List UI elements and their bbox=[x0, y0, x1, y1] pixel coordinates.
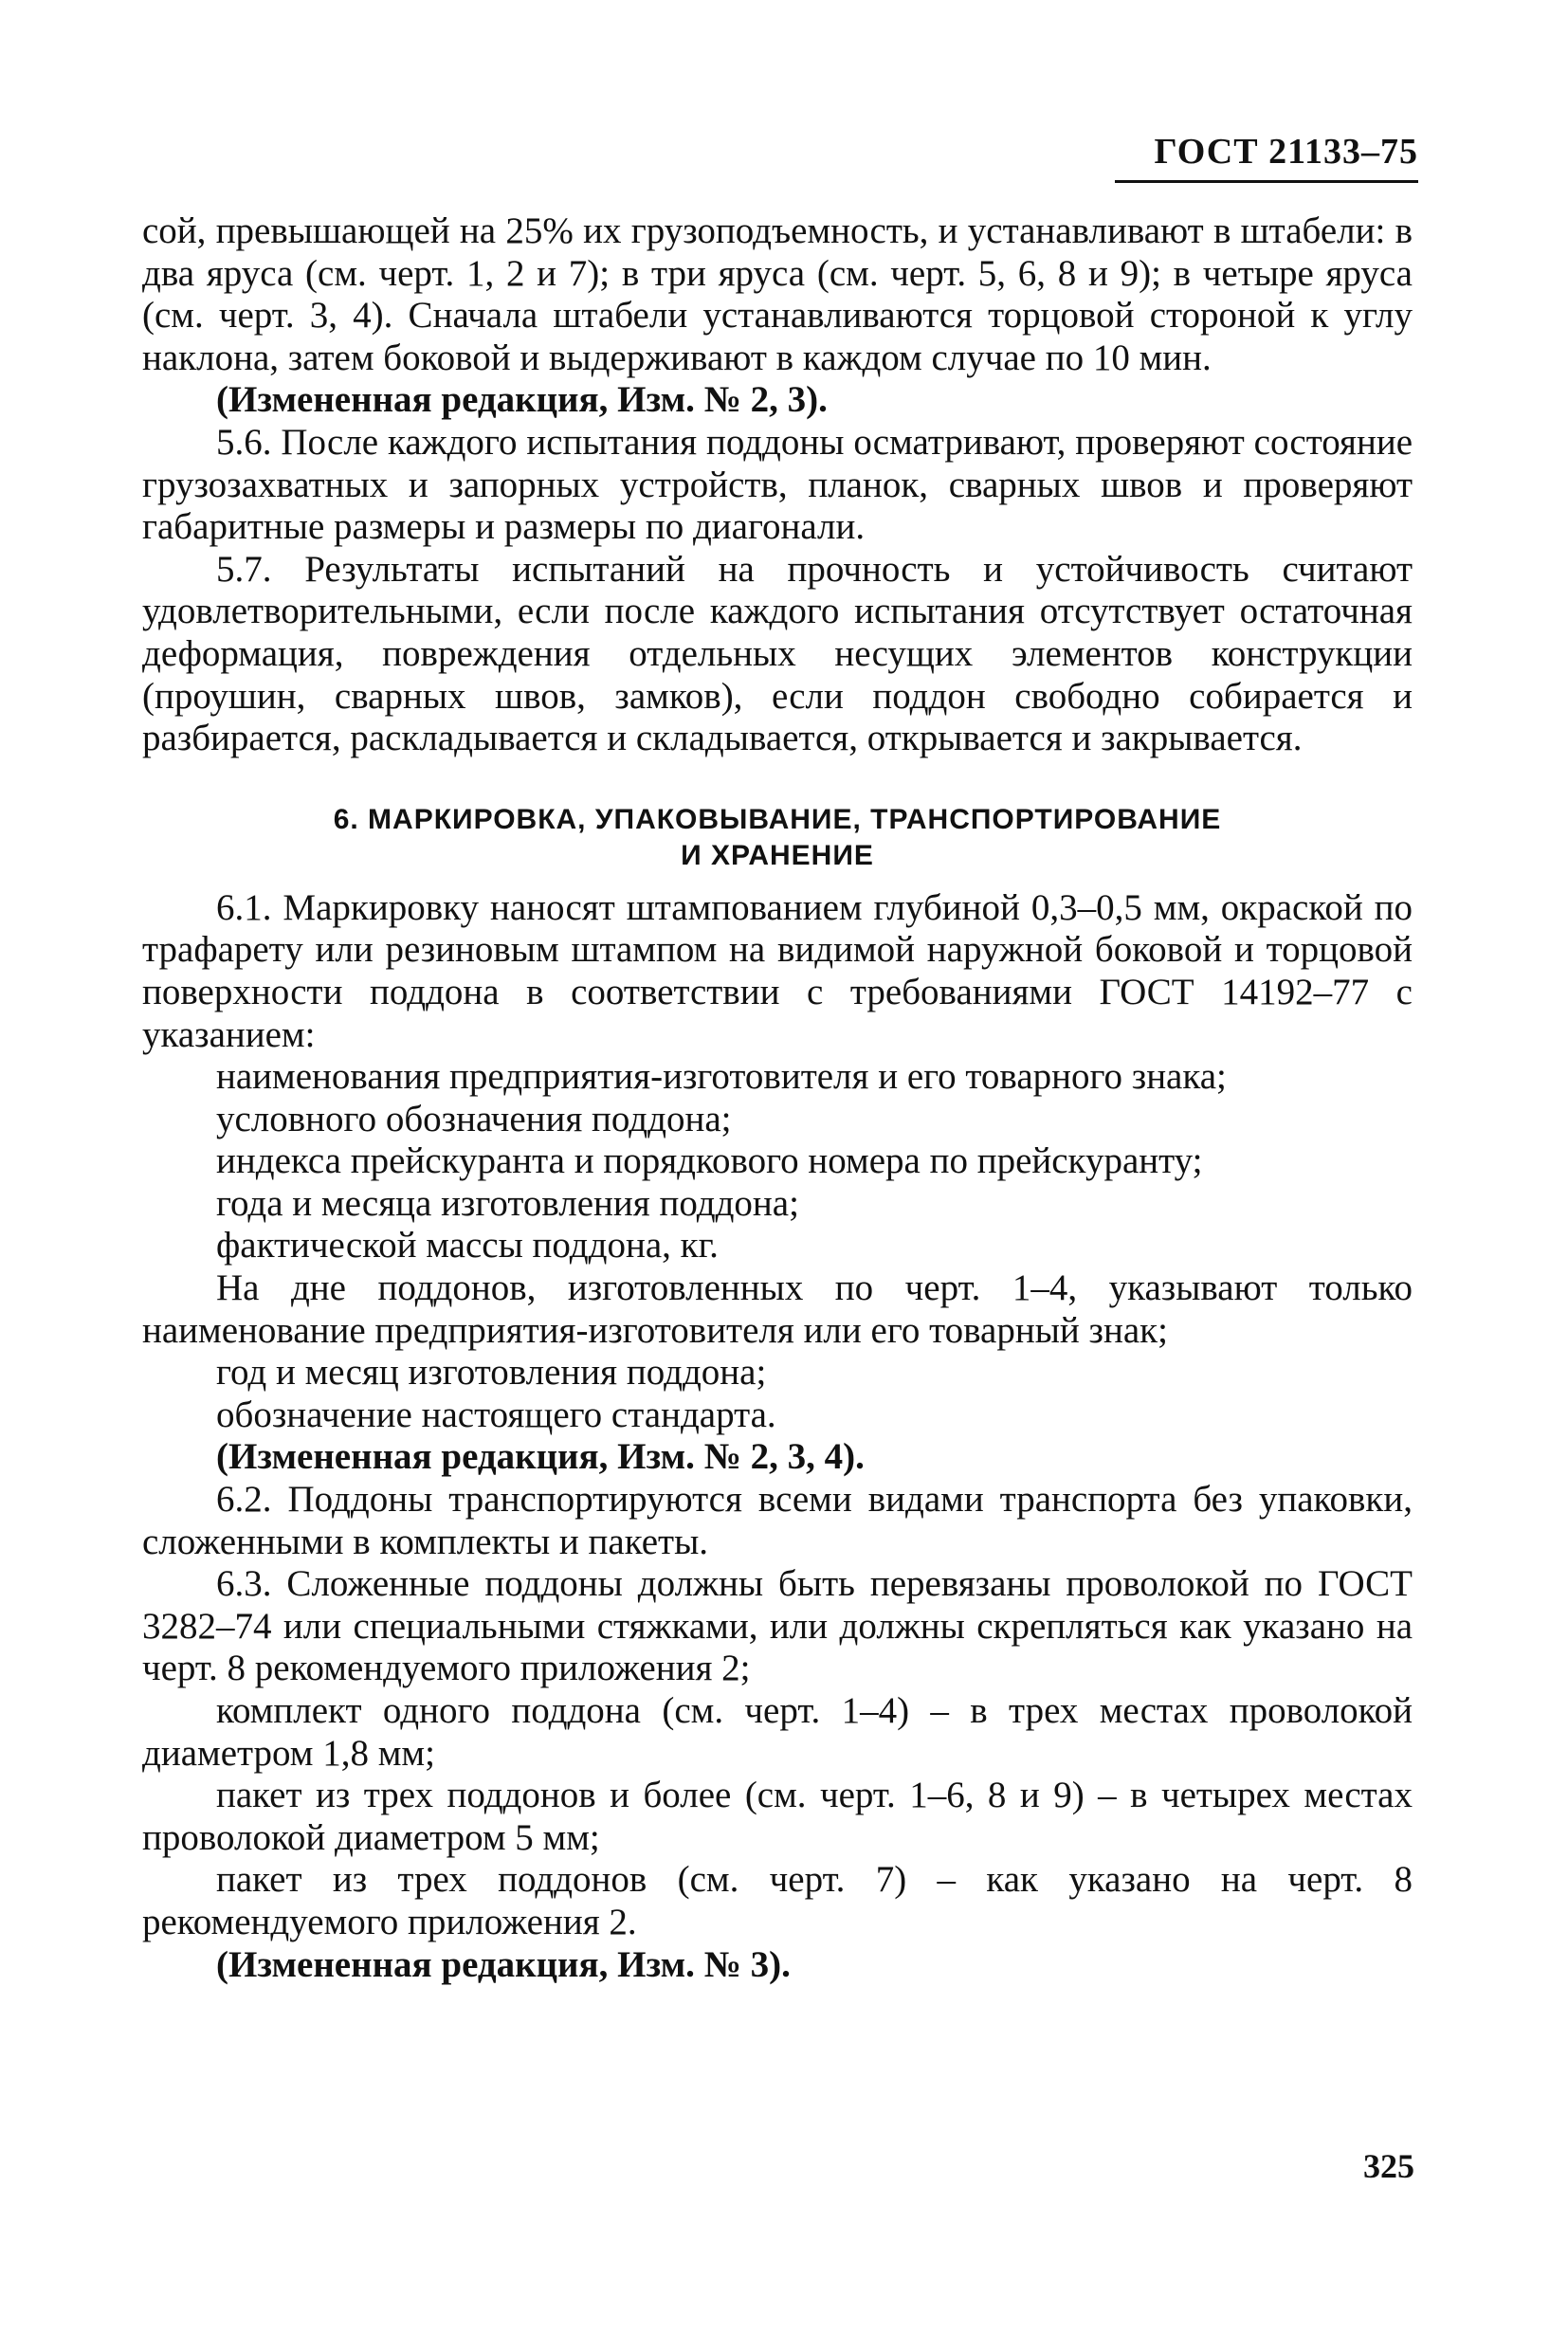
paragraph-6-2: 6.2. Поддоны транспортируются всеми видами транспорта без упаковки, сложенными в комплекты и пакеты. bbox=[142, 1479, 1413, 1562]
paragraph-6-3-item: комплект одного поддона (см. черт. 1–4) – в трех местах проволокой диаметром 1,8 мм; bbox=[142, 1690, 1413, 1774]
document-body bbox=[142, 210, 1413, 1986]
section-heading-line: И ХРАНЕНИЕ bbox=[681, 839, 874, 871]
list-item: индекса прейскуранта и порядкового номера по прейскуранту; bbox=[216, 1140, 1203, 1182]
list-item: наименования предприятия-изготовителя и его товарного знака; bbox=[216, 1056, 1227, 1098]
list-item: обозначение настоящего стандарта. bbox=[216, 1394, 776, 1435]
list-item: условного обозначения поддона; bbox=[216, 1098, 732, 1139]
section-heading bbox=[142, 802, 1413, 874]
paragraph-6-3-item: пакет из трех поддонов (см. черт. 7) – как указано на черт. 8 рекомендуемого приложения 2. bbox=[142, 1859, 1413, 1942]
standard-title: ГОСТ 21133–75 bbox=[1115, 131, 1418, 183]
paragraph-continuation: сой, превышающей на 25% их грузоподъемность, и устанавливают в штабели: в два яруса (см. черт. 1, 2 и 7); в три яруса (см. черт. 5, 6, 8 и 9); в четыре яруса (см. черт. 3, 4). Сначала штабели устанавливаются торцовой стороной к углу наклона, затем боковой и выдерживают в каждом случае по 10 мин. bbox=[142, 210, 1413, 378]
edit-note: (Измененная редакция, Изм. № 2, 3, 4). bbox=[216, 1436, 865, 1478]
paragraph-6-1-bottom: На дне поддонов, изготовленных по черт. 1–4, указывают только наименование предприятия-изготовителя или его товарный знак; bbox=[142, 1267, 1413, 1351]
edit-note: (Измененная редакция, Изм. № 3). bbox=[216, 1943, 791, 1985]
paragraph-5-6: 5.6. После каждого испытания поддоны осматривают, проверяют состояние грузозахватных и запорных устройств, планок, сварных швов и проверяют габаритные размеры и размеры по диагонали. bbox=[142, 421, 1413, 548]
list-item: года и месяца изготовления поддона; bbox=[216, 1182, 799, 1224]
section-heading-line: 6. МАРКИРОВКА, УПАКОВЫВАНИЕ, ТРАНСПОРТИРОВАНИЕ bbox=[333, 803, 1222, 835]
edit-note: (Измененная редакция, Изм. № 2, 3). bbox=[216, 379, 828, 421]
paragraph-6-3: 6.3. Сложенные поддоны должны быть перевязаны проволокой по ГОСТ 3282–74 или специальными стяжками, или должны скрепляться как указано на черт. 8 рекомендуемого приложения 2; bbox=[142, 1563, 1413, 1689]
paragraph-5-7: 5.7. Результаты испытаний на прочность и устойчивость считают удовлетворительными, если после каждого испытания отсутствует остаточная деформация, повреждения отдельных несущих элементов конструкции (проушин, сварных швов, замков), если поддон свободно собирается и разбирается, раскладывается и складывается, открывается и закрывается. bbox=[142, 548, 1413, 759]
list-item: год и месяц изготовления поддона; bbox=[216, 1352, 767, 1394]
list-item: фактической массы поддона, кг. bbox=[216, 1225, 719, 1267]
page-number: 325 bbox=[1363, 2147, 1414, 2185]
paragraph-6-1: 6.1. Маркировку наносят штампованием глубиной 0,3–0,5 мм, окраской по трафарету или резиновым штампом на видимой наружной боковой и торцовой поверхности поддона в соответствии с требованиями ГОСТ 14192–77 с указанием: bbox=[142, 886, 1413, 1055]
page-header bbox=[1115, 131, 1418, 183]
paragraph-6-3-item: пакет из трех поддонов и более (см. черт. 1–6, 8 и 9) – в четырех местах проволокой диаметром 5 мм; bbox=[142, 1775, 1413, 1858]
